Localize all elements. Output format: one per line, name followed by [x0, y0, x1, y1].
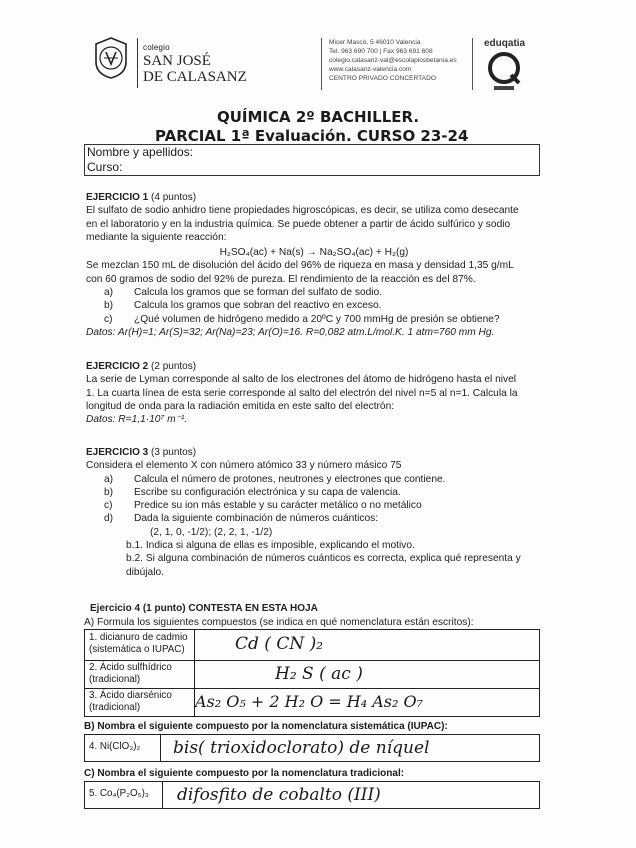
exercise-2: EJERCICIO 2 (2 puntos) La serie de Lyman corresponde al salto de los electrones del átomo de hidrógeno hasta el nivel 1. La cuarta línea de esta serie corresponde al salto del electrón del nivel n=5 al n=1. Calcula la longitud de onda para la radiación emitida en este salto del electrón: Datos: R=1,1·10⁷ m⁻¹. [86, 360, 542, 426]
exam-subtitle: PARCIAL 1ª Evaluación. CURSO 23-24 [155, 127, 469, 145]
header-divider [321, 38, 322, 90]
table-row: 1. dicianuro de cadmio (sistemática o IUPAC) Cd ( CN )₂ [85, 630, 539, 661]
student-info-box [84, 144, 540, 176]
handwritten-answer: H₂ S ( ac ) [275, 664, 363, 684]
answer-table-b: 4. Ni(ClO₃)₂ bis( trioxidoclorato) de níquel [84, 734, 540, 762]
handwritten-answer: difosfito de cobalto (III) [177, 785, 381, 805]
exam-title: QUÍMICA 2º BACHILLER. [216, 108, 420, 126]
answer-table-a [84, 629, 540, 717]
name-label: Nombre y apellidos: [87, 145, 194, 159]
certification-seal-icon [484, 50, 528, 94]
handwritten-answer: bis( trioxidoclorato) de níquel [173, 738, 430, 758]
school-name: SAN JOSÉ DE CALASANZ [143, 53, 247, 85]
list-item: b) Calcula los gramos que sobran del reactivo en exceso. [104, 300, 382, 312]
course-label: Curso: [87, 160, 123, 174]
section-a-label: A) Formula los siguientes compuestos (se indica en qué nomenclatura están escritos): [84, 617, 474, 628]
exercise-1: EJERCICIO 1 (4 puntos) El sulfato de sodio anhidro tiene propiedades higroscópicas, es decir, se utiliza como desecante en el laboratorio y en la industria química. Se puede obtener a partir de ácido sulfúrico y sodio mediante la siguiente reacción: H₂SO₄(ac) + Na(s) → Na₂SO₄(ac) + H₂(g) Se mezclan 150 mL de disolución del ácido del 96% de riqueza en masa y densidad 1,35 g/mL con 60 gramos de sodio del 92% de pureza. El rendimiento de la reacción es del 87%. a) Calcula los gramos que se forman del sulfato de sodio. b) Calcula los gramos que sobran del reactivo en exceso. c) ¿Qué volumen de hidrógeno medido a 20ºC y 700 mmHg de presión se obtiene? Datos: Ar(H)=1; Ar(S)=32; Ar(Na)=23; Ar(O)=16. R=0,082 atm.L/mol.K. 1 atm=760 mm Hg. [86, 191, 542, 339]
list-item: c) ¿Qué volumen de hidrógeno medido a 20ºC y 700 mmHg de presión se obtiene? [104, 313, 500, 325]
handwritten-answer: Cd ( CN )₂ [235, 634, 324, 654]
exercise-4-header: Ejercicio 4 (1 punto) CONTESTA EN ESTA HOJA [90, 603, 318, 614]
answer-table-c: 5. Co₄(P₂O₅)₃ difosfito de cobalto (III) [84, 781, 540, 809]
list-item: b) Escribe su configuración electrónica y su capa de valencia. [104, 486, 401, 498]
reaction-equation: H₂SO₄(ac) + Na(s) → Na₂SO₄(ac) + H₂(g) [219, 247, 409, 259]
school-crest-icon [92, 36, 130, 80]
section-b-label: B) Nombra el siguiente compuesto por la nomenclatura sistemática (IUPAC): [84, 721, 448, 732]
quantum-numbers: (2, 1, 0, -1/2); (2, 2, 1, -1/2) [150, 526, 273, 538]
exercise-3: EJERCICIO 3 (3 puntos) Considera el elemento X con número atómico 33 y número másico 75 a) Calcula el número de protones, neutrones y electrones que contiene. b) Escribe su configuración electrónica y su capa de valencia. c) Predice su ion más estable y su carácter metálico o no metálico d) Dada la siguiente combinación de números cuánticos: (2, 1, 0, -1/2); (2, 2, 1, -1/2) b.1. Indica si alguna de ellas es imposible, explicando el motivo. b.2. Si alguna combinación de números cuánticos es correcta, explica qué representa y dibújalo. [86, 446, 542, 579]
school-prefix: colegio [143, 43, 170, 52]
table-row: 2. Ácido sulfhídrico (tradicional) H₂ S ( ac ) [85, 660, 539, 689]
table-row: 3. Ácido diarsénico (tradicional) As₂ O₅ + 2 H₂ O = H₄ As₂ O₇ [85, 688, 539, 716]
handwritten-answer: As₂ O₅ + 2 H₂ O = H₄ As₂ O₇ [195, 692, 424, 711]
exercise-data: Datos: Ar(H)=1; Ar(S)=32; Ar(Na)=23; Ar(O)=16. R=0,082 atm.L/mol.K. 1 atm=760 mm Hg. [86, 326, 495, 338]
exercise-data: Datos: R=1,1·10⁷ m⁻¹. [86, 414, 188, 426]
header-divider [472, 38, 473, 90]
section-c-label: C) Nombra el siguiente compuesto por la nomenclatura tradicional: [84, 768, 405, 779]
list-item: a) Calcula el número de protones, neutrones y electrones que contiene. [104, 473, 446, 485]
list-item: a) Calcula los gramos que se forman del sulfato de sodio. [104, 287, 383, 299]
contact-info: Micer Mascó, 5 46010 Valencia Tel. 963 690 700 | Fax 963 691 608 colegio.calasanz-val@escolapiosbetania.es www.calasanz-valencia.com CENTRO PRIVADO CONCERTADO [329, 39, 457, 82]
list-item: d) Dada la siguiente combinación de números cuánticos: [104, 513, 379, 525]
list-item: c) Predice su ion más estable y su carácter metálico o no metálico [104, 500, 422, 512]
header-divider [137, 38, 138, 88]
cert-brand: eduqatia [484, 38, 526, 49]
